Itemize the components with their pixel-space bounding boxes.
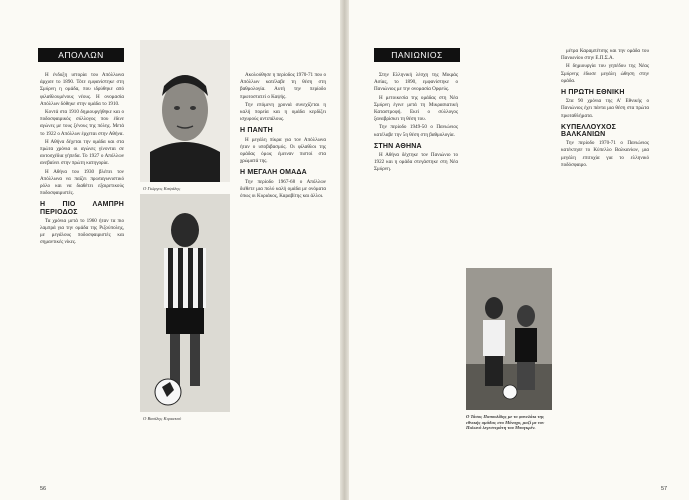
right-col1-para-2: Η μετοικεσία της ομάδας στη Νέα Σμύρνη έγινε μετά τη Μικρασιατική Καταστροφή. Εκεί ο σύλλογος ξαναβρίσκει τη θέση του. xyxy=(374,94,458,123)
right-heading-1: ΣΤΗΝ ΑΘΗΝΑ xyxy=(374,142,422,150)
player-photo xyxy=(140,194,230,412)
right-page-number: 57 xyxy=(661,486,668,492)
right-col-1 xyxy=(374,72,458,472)
right-col1-para-1: Στην Ελληνική λέσχη της Μικράς Ασίας, το 1890, εμφανίστηκε ο Πανιώνιος με την ονομασία Ορφεύς. xyxy=(374,72,458,93)
left-col1-after: Τα χρόνια μετά το 1960 ήταν τα πιο λαμπρά για την ομάδα της Ριζούπολης, με μεγάλους ποδοσφαιριστές και σημαντικές νίκες. xyxy=(40,217,124,246)
left-page xyxy=(0,0,340,500)
left-col2-para-1: Ακολούθησε η περίοδος 1970-71 που ο Απόλλων κατέλαβε τη θέση στη βαθμολογία. Αυτή την περίοδο πρωτοστατεί ο Καψής. xyxy=(240,72,326,100)
left-heading-3: Η ΜΕΓΑΛΗ ΟΜΑΔΑ xyxy=(240,169,307,177)
right-col2-mid: Στα 90 χρόνια της Α' Εθνικής ο Πανιώνιος έχει πάντα μια θέση στα πρώτα πρωταθλήματα. xyxy=(561,98,649,119)
right-heading-3: ΚΥΠΕΛΛΟΥΧΟΣ ΒΑΛΚΑΝΙΩΝ xyxy=(561,123,617,139)
caption-photo-2: Ο Βασίλης Κυριακού xyxy=(143,416,182,421)
caption-photo-1: Ο Γιώργος Καψάλης xyxy=(143,186,181,191)
left-page-banner: ΑΠΟΛΛΩΝ xyxy=(38,48,124,62)
left-col2-mid: Η μεγάλη πίκρα για τον Απόλλωνα ήταν ο υποβιβασμός. Οι φίλαθλοι της ομάδας όμως έμειναν πιστοί στα χρώματά της. xyxy=(240,136,326,165)
right-page xyxy=(349,0,689,500)
right-col1-after: Η Αθήνα δέχτηκε τον Πανιώνιο το 1922 και η ομάδα στεγάστηκε στη Νέα Σμύρνη. xyxy=(374,152,458,173)
left-col1-para-2: Κοντά στα 1910 δημιουργήθηκε και ο ποδοσφαιρικός σύλλογος που έδινε αγώνες με τους ξένους της πόλης. Μετά το 1922 ο Απόλλων έρχεται στην Αθήνα. xyxy=(40,109,124,137)
right-col1-para-3: Την περίοδο 1949-50 ο Πανιώνιος κατέλαβε την 5η θέση στη βαθμολογία. xyxy=(374,124,458,138)
right-page-banner: ΠΑΝΙΩΝΙΟΣ xyxy=(374,48,460,62)
right-col2-para-2: Η δημιουργία του γηπέδου της Νέας Σμύρνης έδωσε μεγάλη ώθηση στην ομάδα. xyxy=(561,63,649,84)
left-col1-para-4: Η Αθήνα του 1930 βλέπει τον Απόλλωνα να παίζει πρωταγωνιστικό ρόλο και να διαθέτει εξαιρετικούς ποδοσφαιριστές. xyxy=(40,168,124,197)
right-col2-after: Την περίοδο 1970-71 ο Πανιώνιος κατέκτησε το Κύπελλο Βαλκανίων, μια μεγάλη επιτυχία για το ελληνικό ποδόσφαιρο. xyxy=(561,140,649,168)
match-photo xyxy=(466,268,552,410)
right-heading-2: Η ΠΡΩΤΗ ΕΘΝΙΚΗ xyxy=(561,89,625,97)
spine-gutter xyxy=(340,0,349,500)
left-col2-after: Την περίοδο 1967-68 ο Απόλλων διέθετε μια πολύ καλή ομάδα με ονόματα όπως οι Κυριάκος, Καραβίτης και άλλοι. xyxy=(240,178,326,200)
portrait-photo xyxy=(140,40,230,182)
left-col-2 xyxy=(240,72,326,472)
left-heading-1: Η ΠΙΟ ΛΑΜΠΡΗ ΠΕΡΙΟΔΟΣ xyxy=(40,201,124,216)
left-page-number: 56 xyxy=(40,486,47,492)
left-col1-para-1: Η ένδοξη ιστορία του Απόλλωνα άρχισε το 1890. Τότε εμφανίστηκε στη Σμύρνη η ομάδα, που ιδρύθηκε από φιλαθλουμένους νέους. Η ονομασία Απόλλων δόθηκε στην ομάδα το 1910. xyxy=(40,72,124,107)
left-heading-2: Η ΠΑΝΤΗ xyxy=(240,127,273,135)
caption-photo-3: Ο Τάσος Παπουλίδης με το φανελάκι της εθνικής ομάδας στο Μόναχο, μαζί με τον Πολωνό λεγεστεράτη του Μπογκρέν. xyxy=(466,414,545,430)
left-col-1 xyxy=(40,72,124,472)
right-col2-para-1: μέτρα Καραμπέτσης και την ομάδα του Πανιωνίου στην Ε.Π.Σ.Α. xyxy=(561,48,649,62)
left-col1-para-3: Η Αθήνα δέχεται την ομάδα και στα πρώτα χρόνια οι αγώνες γίνονται σε αυτοσχέδια γήπεδα. Το 1927 ο Απόλλων ανεβαίνει στην πρώτη κατηγορία. xyxy=(40,138,124,167)
left-col2-para-2: Την επόμενη χρονιά συνεχίζεται η καλή πορεία και η ομάδα κερδίζει ισχυρούς αντιπάλους. xyxy=(240,101,326,123)
right-col-2 xyxy=(561,48,649,468)
